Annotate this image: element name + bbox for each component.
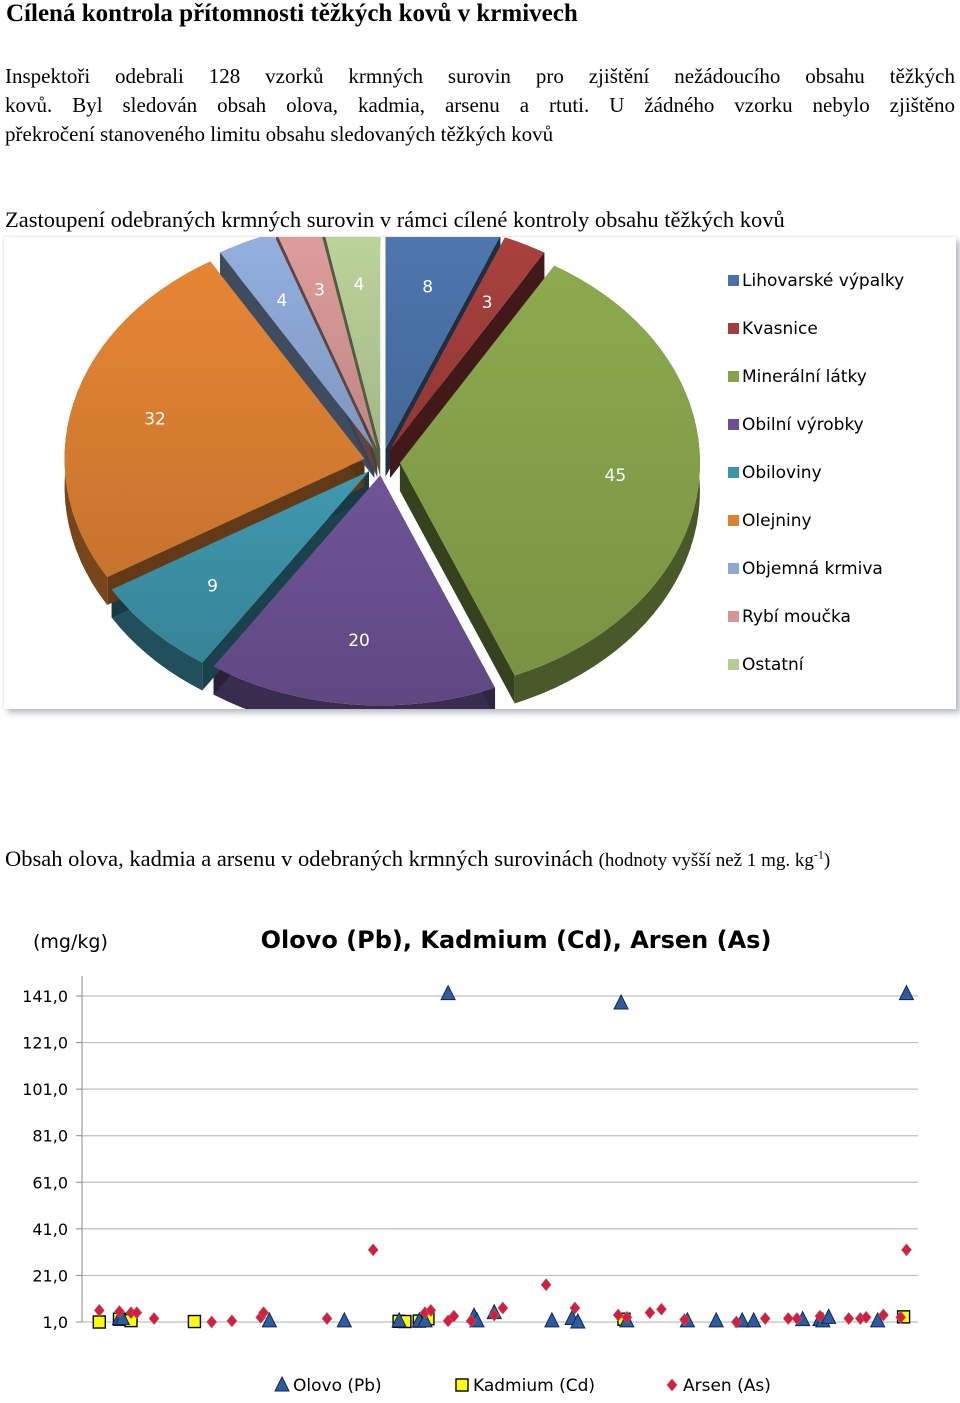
scatter-point-diamond-17 (498, 1302, 508, 1314)
pie-data-label-5: 32 (144, 409, 166, 430)
scatter-point-diamond-0 (94, 1304, 104, 1316)
scatter-point-triangle-7 (441, 986, 455, 1000)
scatter-point-diamond-30 (844, 1313, 854, 1325)
note-suffix: ) (823, 850, 831, 871)
scatter-point-diamond-18 (541, 1279, 551, 1291)
pie-chart-frame (4, 237, 956, 709)
page-title: Cílená kontrola přítomnosti těžkých kovů v krmivech (6, 0, 578, 27)
pie-data-label-0: 8 (422, 277, 434, 298)
scatter-point-triangle-14 (614, 995, 628, 1009)
scatter-y-tick-label-0: 141,0 (22, 987, 68, 1006)
scatter-point-diamond-23 (656, 1303, 666, 1315)
scatter-point-diamond-35 (901, 1244, 911, 1256)
scatter-point-square-3 (188, 1316, 200, 1328)
scatter-y-axis-label: (mg/kg) (33, 931, 108, 953)
scatter-point-diamond-22 (645, 1307, 655, 1319)
note-sup: -1 (813, 847, 824, 862)
scatter-point-square-0 (93, 1316, 105, 1328)
scatter-point-triangle-3 (337, 1313, 351, 1327)
intro-paragraph (5, 62, 955, 149)
scatter-y-tick-label-3: 81,0 (32, 1126, 68, 1146)
scatter-legend-marker-0 (275, 1377, 289, 1391)
pie-chart (4, 237, 956, 709)
pie-legend-swatch-1 (728, 323, 739, 334)
scatter-legend-item-0: Olovo (Pb) (293, 1376, 382, 1396)
scatter-section-title-text: Obsah olova, kadmia a arsenu v odebraných krmných surovinách (5, 846, 593, 871)
pie-data-label-6: 4 (276, 291, 288, 312)
scatter-title: Olovo (Pb), Kadmium (Cd), Arsen (As) (260, 926, 772, 954)
pie-legend-item-0: Lihovarské výpalky (742, 271, 905, 291)
pie-data-label-3: 20 (348, 631, 370, 652)
scatter-legend (275, 1376, 771, 1396)
scatter-legend-item-1: Kadmium (Cd) (473, 1376, 596, 1396)
scatter-chart (0, 920, 960, 1400)
pie-legend-swatch-4 (728, 467, 739, 478)
scatter-y-tick-label-5: 41,0 (32, 1219, 68, 1239)
pie-section-title: Zastoupení odebraných krmných surovin v rámci cílené kontroly obsahu těžkých kovů (5, 207, 785, 232)
scatter-point-diamond-4 (149, 1313, 159, 1325)
pie-legend-item-8: Ostatní (742, 655, 804, 675)
pie-legend-swatch-3 (728, 419, 739, 430)
scatter-section-note (598, 847, 831, 871)
scatter-point-triangle-11 (545, 1313, 559, 1327)
pie-legend-item-7: Rybí moučka (742, 607, 851, 627)
pie-legend-item-5: Olejniny (742, 511, 812, 531)
scatter-point-triangle-19 (747, 1313, 761, 1327)
scatter-point-triangle-17 (709, 1313, 723, 1327)
scatter-y-tick-label-6: 21,0 (32, 1266, 68, 1286)
scatter-point-diamond-9 (322, 1313, 332, 1325)
pie-data-label-7: 3 (314, 280, 326, 301)
intro-line-2: kovů. Byl sledován obsah olova, kadmia, arsenu a rtuti. U žádného vzorku nebylo zjištěno (5, 93, 955, 117)
scatter-point-diamond-10 (368, 1244, 378, 1256)
pie-legend-swatch-8 (728, 659, 739, 670)
pie-data-label-8: 4 (353, 274, 365, 295)
pie-legend-swatch-6 (728, 563, 739, 574)
pie-legend-swatch-5 (728, 515, 739, 526)
pie-legend-swatch-0 (728, 275, 739, 286)
scatter-legend-marker-2 (667, 1379, 677, 1391)
pie-legend-swatch-2 (728, 371, 739, 382)
scatter-marks (93, 986, 913, 1328)
intro-line-1: Inspektoři odebrali 128 vzorků krmných surovin pro zjištění nežádoucího obsahu těžkých (5, 64, 955, 88)
scatter-y-tick-label-7: 1,0 (42, 1313, 68, 1332)
intro-line-3: překročení stanoveného limitu obsahu sledovaných těžkých kovů (5, 122, 554, 146)
scatter-point-diamond-5 (207, 1316, 217, 1328)
scatter-grid (22, 987, 918, 1332)
scatter-legend-item-2: Arsen (As) (683, 1376, 771, 1396)
scatter-section-title (5, 846, 830, 872)
scatter-point-triangle-25 (899, 986, 913, 1000)
pie-legend-item-1: Kvasnice (742, 319, 818, 339)
pie-data-label-4: 9 (207, 576, 218, 597)
pie-legend-item-3: Obilní výrobky (742, 415, 864, 435)
scatter-point-diamond-26 (760, 1313, 770, 1325)
scatter-legend-marker-1 (456, 1379, 468, 1391)
pie-data-label-2: 45 (604, 466, 627, 487)
pie-legend-item-2: Minerální látky (742, 367, 867, 387)
pie-legend-item-6: Objemná krmiva (742, 559, 883, 579)
scatter-y-tick-label-4: 61,0 (32, 1173, 68, 1193)
scatter-y-tick-label-2: 101,0 (22, 1080, 68, 1100)
note-prefix: (hodnoty vyšší než 1 mg. kg (598, 850, 814, 871)
pie-legend (728, 271, 904, 675)
pie-legend-swatch-7 (728, 611, 739, 622)
scatter-point-diamond-6 (227, 1315, 237, 1327)
pie-data-label-1: 3 (481, 293, 493, 314)
scatter-y-tick-label-1: 121,0 (22, 1033, 68, 1053)
pie-legend-item-4: Obiloviny (742, 463, 822, 483)
